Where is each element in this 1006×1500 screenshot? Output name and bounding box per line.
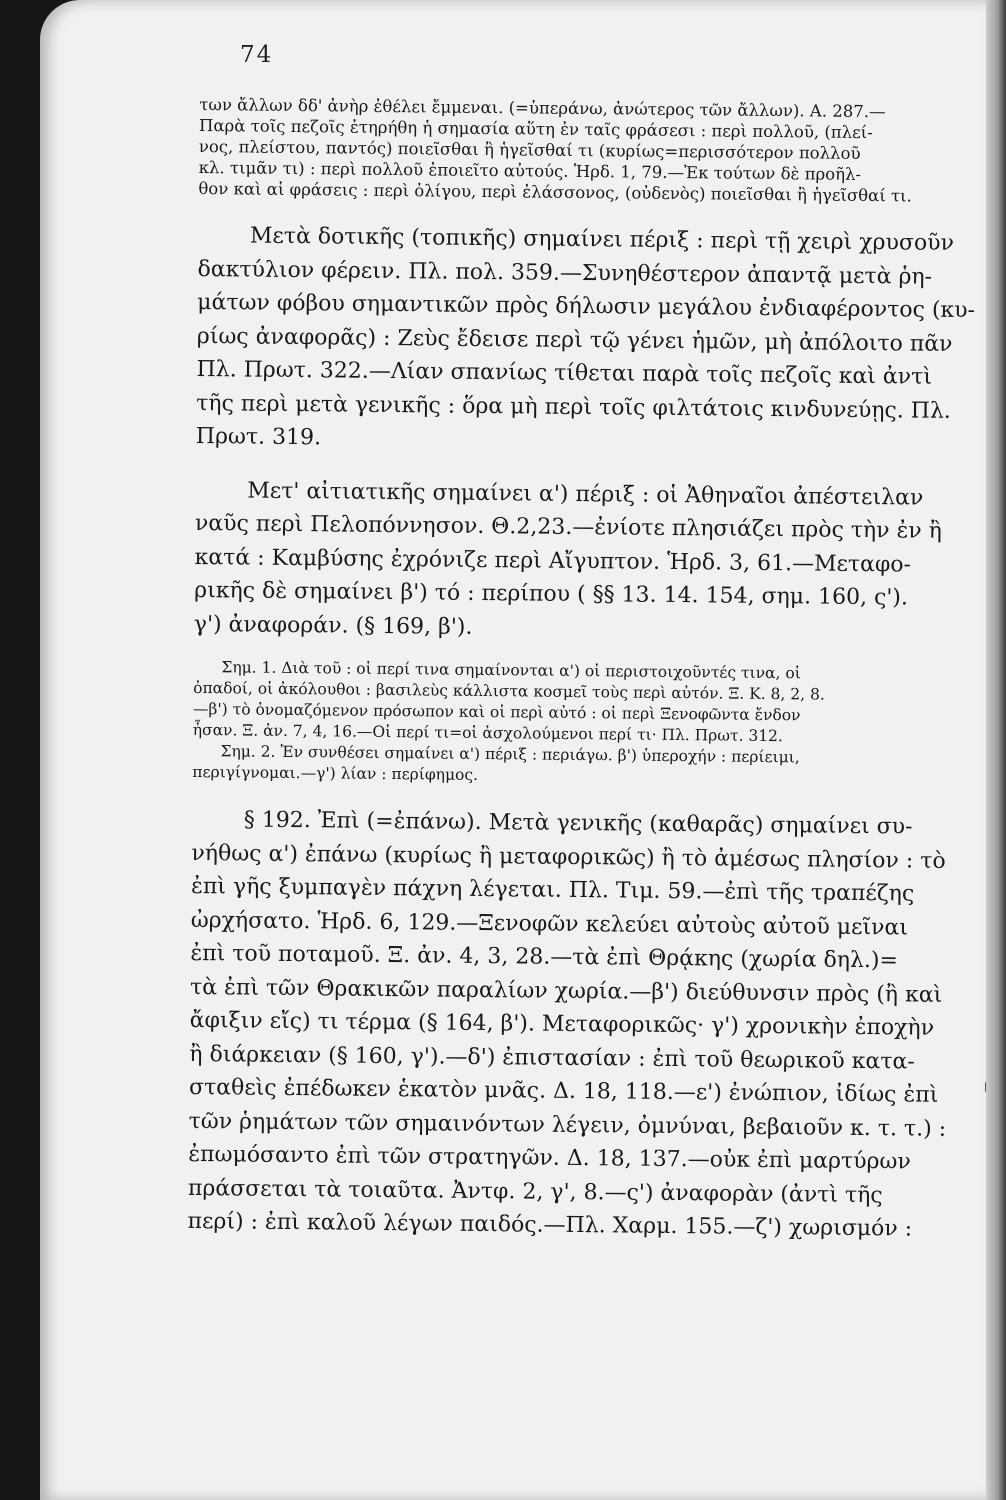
text-line: ναῦς περὶ Πελοπόννησον. Θ.2,23.—ἐνίοτε πλησιάζει πρὸς τὴν ἐν ἢ [194, 510, 943, 544]
text-line: Παρὰ τοῖς πεζοῖς ἐτηρήθη ἡ σημασία αὕτη ἐν ταῖς φράσεσι : περὶ πολλοῦ, (πλεί- [198, 115, 873, 143]
footnotes [192, 657, 983, 791]
text-line: ἢ διάρκειαν (§ 160, γ').—δ') ἐπιστασίαν : ἐπὶ τοῦ θεωρικοῦ κατα- [189, 1041, 915, 1075]
text-line: ρίως ἀναφορᾶς) : Ζεὺς ἔδεισε περὶ τῷ γένει ἡμῶν, μὴ ἀπόλοιτο πᾶν [196, 323, 953, 357]
note-line: ἦσαν. Ξ. ἀν. 7, 4, 16.—Οἱ περί τι=οἱ ἀσχολούμενοι περί τι· Πλ. Πρωτ. 312. [192, 720, 784, 746]
text-line: Μετὰ δοτικῆς (τοπικῆς) σημαίνει πέριξ : περὶ τῇ χειρὶ χρυσοῦν [249, 223, 955, 256]
section-192 [187, 803, 982, 1247]
text-line: γ') ἀναφοράν. (§ 169, β'). [193, 611, 473, 640]
text-line: ἐπὶ τοῦ ποταμοῦ. Ξ. ἀν. 4, 3, 28.—τὰ ἐπὶ Θρᾴκης (χωρία δηλ.)= [190, 940, 899, 974]
text-line: τῶν ῥημάτων τῶν σημαινόντων λέγειν, ὀμνύναι, βεβαιοῦν κ. τ. τ.) : [188, 1108, 947, 1142]
page-number: 74 [240, 42, 274, 68]
text-line: τὰ ἐπὶ τῶν Θρακικῶν παραλίων χωρία.—β') διεύθυνσιν πρὸς (ἢ καὶ [189, 974, 943, 1008]
book-spine-edge [986, 0, 1006, 1500]
note-line: Σημ. 1. Διὰ τοῦ : οἱ περί τινα σημαίνονται α') οἱ περιστοιχοῦντές τινα, οἱ [221, 658, 801, 683]
text-line: ἐπὶ γῆς ξυμπαγὲν πάχνη λέγεται. Πλ. Τιμ. 59.—ἐπὶ τῆς τραπέζης [190, 873, 915, 907]
text-line: κλ. τιμᾶν τι) : περὶ πολλοῦ ἐποιεῖτο αὐτούς. Ἡρδ. 1, 79.—Ἐκ τούτων δὲ προῆλ- [198, 157, 862, 184]
note-line: περιγίγνομαι.—γ') λίαν : περίφημος. [192, 762, 479, 784]
text-line: ρικῆς δὲ σημαίνει β') τό : περίπου ( §§ 13. 14. 154, σημ. 160, ς'). [194, 577, 909, 611]
book-page [40, 0, 988, 1500]
text-line: ὠρχήσατο. Ἡρδ. 6, 129.—Ξενοφῶν κελεύει αὐτοὺς αὐτοῦ μεῖναι [190, 907, 909, 940]
text-line: μάτων φόβου σημαντικῶν πρὸς δήλωσιν μεγάλου ἐνδιαφέροντος (κυ- [197, 289, 976, 324]
text-line: θον καὶ αἱ φράσεις : περὶ ὀλίγου, περὶ ἐλάσσονος, (οὐδενὸς) ποιεῖσθαι ἢ ἡγεῖσθαί τι. [198, 178, 912, 206]
note-line: Σημ. 2. Ἐν συνθέσει σημαίνει α') πέριξ : περιάγω. β') ὑπεροχήν : περίειμι, [220, 742, 800, 767]
text-line: νος, πλείστου, παντός) ποιεῖσθαι ἢ ἡγεῖσθαί τι (κυρίως=περισσότερον πολλοῦ [198, 136, 861, 163]
text-line: ἄφιξιν εἴς) τι τέρμα (§ 164, β'). Μεταφορικῶς· γ') χρονικὴν ἐποχὴν [189, 1007, 935, 1041]
page-text [187, 38, 990, 1247]
text-line: νήθως α') ἐπάνω (κυρίως ἢ μεταφορικῶς) ἢ τὸ ἀμέσως πλησίον : τὸ [191, 840, 946, 874]
text-line: περί) : ἐπὶ καλοῦ λέγων παιδός.—Πλ. Χαρμ. 155.—ζ') χωρισμόν : [187, 1208, 913, 1242]
text-line: Πλ. Πρωτ. 322.—Λίαν σπανίως τίθεται παρὰ τοῖς πεζοῖς καὶ ἀντὶ [196, 356, 933, 390]
text-line: των ἄλλων δδ' ἀνὴρ ἐθέλει ἔμμεναι. (=ὑπεράνω, ἀνώτερος τῶν ἄλλων). Α. 287.— [199, 94, 886, 122]
paragraph-accusative [194, 473, 986, 649]
text-line: ἐπωμόσαντο ἐπὶ τῶν στρατηγῶν. Δ. 18, 137.—οὐκ ἐπὶ μαρτύρων [188, 1141, 911, 1175]
section-heading-line: § 192. Ἐπὶ (=ἐπάνω). Μετὰ γενικῆς (καθαρᾶς) σημαίνει συ- [243, 807, 913, 840]
text-line: δακτύλιον φέρειν. Πλ. πολ. 359.—Συνηθέστερον ἀπαντᾷ μετὰ ῥη- [197, 256, 933, 290]
note-line: ὀπαδοί, οἱ ἀκόλουθοι : βασιλεὺς κάλλιστα κοσμεῖ τοὺς περὶ αὐτόν. Ξ. Κ. 8, 2, 8. [193, 678, 825, 704]
note-line: —β') τὸ ὀνομαζόμενον πρόσωπον καὶ οἱ περὶ αὐτό : οἱ περὶ Ξενοφῶντα ἔνδον [192, 699, 801, 725]
text-line: τῆς περὶ μετὰ γενικῆς : ὅρα μὴ περὶ τοῖς φιλτάτοις κινδυνεύῃς. Πλ. [196, 390, 952, 424]
text-line: πράσσεται τὰ τοιαῦτα. Ἀντφ. 2, γ', 8.—ς') ἀναφορὰν (ἀντὶ τῆς [187, 1175, 883, 1208]
paragraph-dative [196, 219, 988, 462]
text-line: Πρωτ. 319. [195, 423, 322, 451]
text-line: σταθεὶς ἐπέδωκεν ἑκατὸν μνᾶς. Δ. 18, 118.—ε') ἐνώπιον, ἰδίως ἐπὶ [188, 1074, 939, 1108]
text-line: κατά : Καμβύσης ἐχρόνιζε περὶ Αἴγυπτον. Ἡρδ. 3, 61.—Μεταφο- [194, 544, 912, 577]
text-line: Μετ' αἰτιατικῆς σημαίνει α') πέριξ : οἱ Ἀθηναῖοι ἀπέστειλαν [247, 478, 924, 511]
intro-small-paragraph [198, 94, 989, 207]
